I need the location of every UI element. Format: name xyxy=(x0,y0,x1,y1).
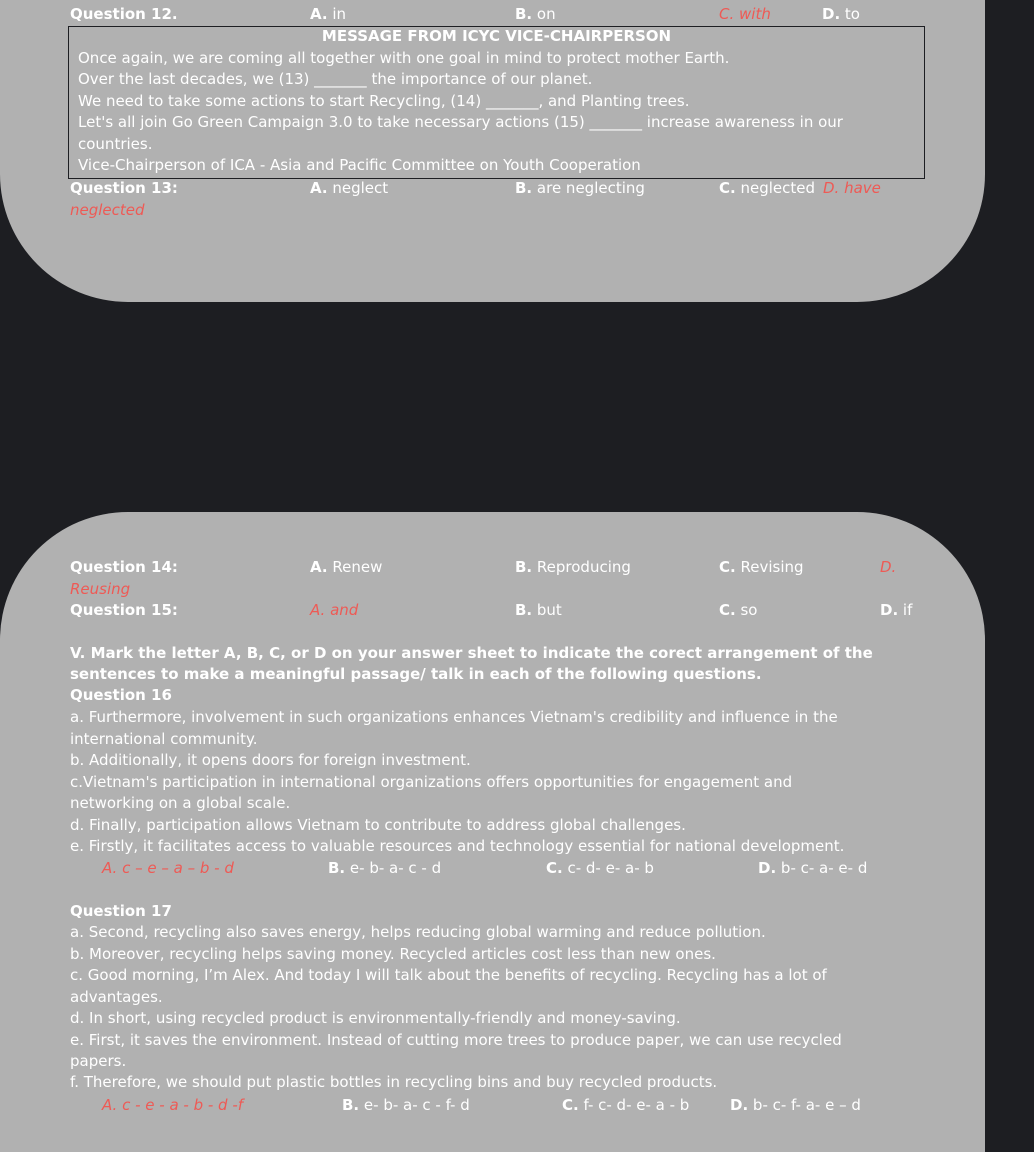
message-title-row xyxy=(68,25,925,47)
q16-option-b[interactable]: B. e- b- a- c - d xyxy=(328,859,442,877)
message-line: countries. xyxy=(78,135,153,153)
q17-sentence: papers. xyxy=(70,1052,127,1070)
q14-option-d-answer[interactable]: D. xyxy=(880,558,897,576)
q17-option-b[interactable]: B. e- b- a- c - f- d xyxy=(342,1096,470,1114)
q16-sentence: d. Finally, participation allows Vietnam to contribute to address global challenges. xyxy=(70,816,686,834)
q13-option-b[interactable]: B. are neglecting xyxy=(515,179,645,197)
question-17-label: Question 17 xyxy=(70,902,172,920)
q14-option-c[interactable]: C. Revising xyxy=(719,558,804,576)
question-15-label: Question 15: xyxy=(70,601,178,619)
q14-option-d-continued: Reusing xyxy=(70,580,131,598)
q17-option-d[interactable]: D. b- c- f- a- e – d xyxy=(730,1096,861,1114)
q13-option-d-answer[interactable]: D. have xyxy=(823,179,881,197)
q12-option-c-answer[interactable]: C. with xyxy=(719,5,771,23)
q15-option-c[interactable]: C. so xyxy=(719,601,758,619)
q17-sentence: e. First, it saves the environment. Instead of cutting more trees to produce paper, we can use recycled xyxy=(70,1031,842,1049)
q13-option-a[interactable]: A. neglect xyxy=(310,179,389,197)
q17-sentence: a. Second, recycling also saves energy, helps reducing global warming and reduce pollution. xyxy=(70,923,766,941)
q12-option-a[interactable]: A. in xyxy=(310,5,347,23)
q13-option-c[interactable]: C. neglected xyxy=(719,179,816,197)
q14-option-b[interactable]: B. Reproducing xyxy=(515,558,631,576)
question-12-label: Question 12. xyxy=(70,5,178,23)
q12-option-b[interactable]: B. on xyxy=(515,5,556,23)
question-15-row xyxy=(0,599,1034,621)
q16-sentence: international community. xyxy=(70,730,258,748)
message-title: MESSAGE FROM ICYC VICE-CHAIRPERSON xyxy=(321,27,672,45)
q17-sentence: c. Good morning, I’m Alex. And today I will talk about the benefits of recycling. Recycling has a lot of xyxy=(70,966,827,984)
question-14-row xyxy=(0,556,1034,578)
q14-option-a[interactable]: A. Renew xyxy=(310,558,383,576)
message-line: We need to take some actions to start Recycling, (14) _______, and Planting trees. xyxy=(78,92,690,110)
q15-option-d[interactable]: D. if xyxy=(880,601,913,619)
q16-sentence: b. Additionally, it opens doors for foreign investment. xyxy=(70,751,471,769)
q16-option-c[interactable]: C. c- d- e- a- b xyxy=(546,859,654,877)
q16-sentence: e. Firstly, it facilitates access to valuable resources and technology essential for national development. xyxy=(70,837,845,855)
question-14-label: Question 14: xyxy=(70,558,178,576)
question-16-options-row xyxy=(0,857,1034,879)
q16-option-a-answer[interactable]: A. c – e – a – b - d xyxy=(102,859,234,877)
q13-option-d-continued: neglected xyxy=(70,201,145,219)
message-line: Let's all join Go Green Campaign 3.0 to take necessary actions (15) _______ increase awareness in our xyxy=(78,113,843,131)
section-5-heading-cont: sentences to make a meaningful passage/ talk in each of the following questions. xyxy=(70,665,762,683)
question-16-label: Question 16 xyxy=(70,686,172,704)
message-line: Once again, we are coming all together with one goal in mind to protect mother Earth. xyxy=(78,49,730,67)
q16-sentence: networking on a global scale. xyxy=(70,794,291,812)
q17-option-a-answer[interactable]: A. c - e - a - b - d -f xyxy=(102,1096,244,1114)
q17-option-c[interactable]: C. f- c- d- e- a - b xyxy=(562,1096,690,1114)
q16-sentence: a. Furthermore, involvement in such organizations enhances Vietnam's credibility and influence in the xyxy=(70,708,838,726)
q17-sentence: advantages. xyxy=(70,988,163,1006)
q16-option-d[interactable]: D. b- c- a- e- d xyxy=(758,859,868,877)
question-17-label-row xyxy=(0,900,1034,922)
section-5-heading: V. Mark the letter A, B, C, or D on your answer sheet to indicate the corect arrangement of the xyxy=(70,644,873,662)
message-signature: Vice-Chairperson of ICA - Asia and Pacific Committee on Youth Cooperation xyxy=(78,156,641,174)
q16-sentence: c.Vietnam's participation in international organizations offers opportunities for engagement and xyxy=(70,773,793,791)
q17-sentence: d. In short, using recycled product is environmentally-friendly and money-saving. xyxy=(70,1009,681,1027)
q12-option-d[interactable]: D. to xyxy=(822,5,860,23)
q17-sentence: b. Moreover, recycling helps saving money. Recycled articles cost less than new ones. xyxy=(70,945,716,963)
question-13-label: Question 13: xyxy=(70,179,178,197)
q15-option-b[interactable]: B. but xyxy=(515,601,562,619)
question-12-row xyxy=(0,3,1034,25)
q15-option-a-answer[interactable]: A. and xyxy=(310,601,359,619)
message-line: Over the last decades, we (13) _______ the importance of our planet. xyxy=(78,70,593,88)
question-17-options-row xyxy=(0,1094,1034,1116)
q17-sentence: f. Therefore, we should put plastic bottles in recycling bins and buy recycled products. xyxy=(70,1073,718,1091)
question-13-row xyxy=(0,177,1034,199)
question-16-label-row xyxy=(0,684,1034,706)
